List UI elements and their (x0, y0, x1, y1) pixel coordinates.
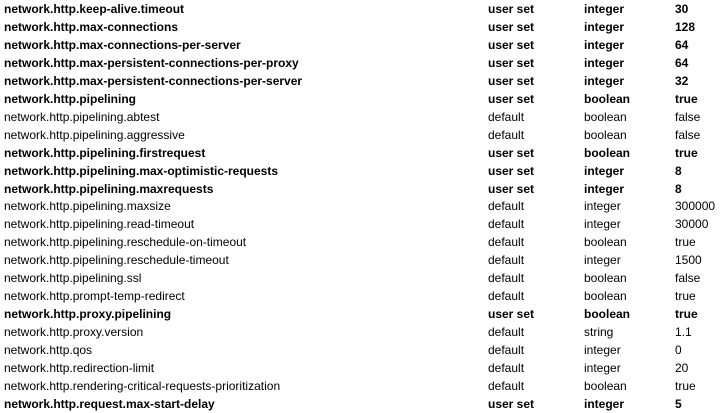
pref-type: integer (584, 343, 621, 358)
pref-status: user set (488, 397, 535, 412)
pref-type: boolean (584, 271, 627, 286)
pref-type: boolean (584, 127, 627, 142)
pref-status: default (488, 235, 525, 250)
pref-row[interactable] (0, 108, 722, 126)
pref-status: default (488, 379, 525, 394)
pref-value: false (675, 271, 701, 286)
pref-type: boolean (584, 289, 627, 304)
pref-name[interactable]: network.http.pipelining.max-optimistic-requests (4, 163, 279, 178)
pref-row[interactable] (0, 251, 722, 269)
pref-value: 0 (675, 343, 682, 358)
pref-row[interactable] (0, 269, 722, 287)
pref-status: default (488, 127, 525, 142)
pref-value: 1500 (675, 253, 702, 268)
pref-name[interactable]: network.http.pipelining.reschedule-on-timeout (4, 235, 247, 250)
pref-name[interactable]: network.http.max-connections (4, 19, 179, 34)
pref-row[interactable] (0, 72, 722, 90)
pref-status: user set (488, 55, 535, 70)
pref-status: default (488, 271, 525, 286)
pref-value: 8 (675, 163, 682, 178)
pref-type: integer (584, 199, 621, 214)
pref-value: 30 (675, 1, 689, 16)
pref-value: true (675, 379, 696, 394)
pref-status: default (488, 289, 525, 304)
pref-row[interactable] (0, 305, 722, 323)
pref-value: true (675, 307, 698, 322)
pref-row[interactable] (0, 90, 722, 108)
pref-value: 8 (675, 181, 682, 196)
pref-row[interactable] (0, 0, 722, 18)
pref-status: default (488, 343, 525, 358)
pref-status: default (488, 253, 525, 268)
pref-type: integer (584, 397, 625, 412)
pref-name[interactable]: network.http.max-persistent-connections-per-proxy (4, 55, 299, 70)
pref-row[interactable] (0, 54, 722, 72)
pref-row[interactable] (0, 359, 722, 377)
pref-type: boolean (584, 145, 631, 160)
pref-status: user set (488, 19, 535, 34)
pref-type: string (584, 325, 614, 340)
pref-value: 64 (675, 37, 689, 52)
pref-row[interactable] (0, 198, 722, 216)
pref-row[interactable] (0, 126, 722, 144)
pref-row[interactable] (0, 377, 722, 395)
pref-type: integer (584, 73, 625, 88)
pref-name[interactable]: network.http.request.max-start-delay (4, 397, 215, 412)
pref-type: integer (584, 19, 625, 34)
pref-type: boolean (584, 109, 627, 124)
pref-name[interactable]: network.http.rendering-critical-requests-prioritization (4, 379, 281, 394)
pref-type: boolean (584, 307, 631, 322)
pref-name[interactable]: network.http.pipelining.ssl (4, 271, 142, 286)
pref-type: integer (584, 253, 621, 268)
pref-type: boolean (584, 235, 627, 250)
pref-status: user set (488, 37, 535, 52)
pref-name[interactable]: network.http.prompt-temp-redirect (4, 289, 185, 304)
pref-value: true (675, 289, 696, 304)
pref-name[interactable]: network.http.pipelining.maxrequests (4, 181, 214, 196)
pref-value: 64 (675, 55, 689, 70)
pref-status: default (488, 325, 525, 340)
pref-row[interactable] (0, 323, 722, 341)
pref-status: user set (488, 307, 535, 322)
pref-name[interactable]: network.http.pipelining.reschedule-timeout (4, 253, 229, 268)
pref-type: boolean (584, 379, 627, 394)
pref-row[interactable] (0, 162, 722, 180)
pref-type: integer (584, 361, 621, 376)
pref-row[interactable] (0, 233, 722, 251)
pref-value: true (675, 145, 698, 160)
pref-value: 300000 (675, 199, 716, 214)
pref-value: 1.1 (675, 325, 692, 340)
pref-name[interactable]: network.http.redirection-limit (4, 361, 155, 376)
pref-name[interactable]: network.http.pipelining.firstrequest (4, 145, 206, 160)
pref-row[interactable] (0, 287, 722, 305)
pref-name[interactable]: network.http.pipelining.read-timeout (4, 217, 195, 232)
pref-status: default (488, 199, 525, 214)
pref-type: integer (584, 163, 625, 178)
pref-type: integer (584, 55, 625, 70)
pref-value: 30000 (675, 217, 709, 232)
pref-value: 5 (675, 397, 682, 412)
pref-type: integer (584, 217, 621, 232)
pref-name[interactable]: network.http.keep-alive.timeout (4, 1, 185, 16)
pref-row[interactable] (0, 144, 722, 162)
pref-name[interactable]: network.http.max-connections-per-server (4, 37, 241, 52)
pref-value: true (675, 235, 696, 250)
pref-value: 32 (675, 73, 689, 88)
pref-type: integer (584, 1, 625, 16)
pref-type: integer (584, 181, 625, 196)
pref-type: integer (584, 37, 625, 52)
pref-status: default (488, 361, 525, 376)
pref-name[interactable]: network.http.qos (4, 343, 93, 358)
pref-row[interactable] (0, 36, 722, 54)
pref-row[interactable] (0, 180, 722, 198)
pref-status: user set (488, 145, 535, 160)
pref-status: default (488, 109, 525, 124)
pref-name[interactable]: network.http.pipelining (4, 91, 136, 106)
pref-status: user set (488, 181, 535, 196)
pref-name[interactable]: network.http.proxy.version (4, 325, 144, 340)
pref-status: user set (488, 1, 535, 16)
pref-name[interactable]: network.http.pipelining.aggressive (4, 127, 185, 142)
pref-name[interactable]: network.http.proxy.pipelining (4, 307, 172, 322)
pref-name[interactable]: network.http.max-persistent-connections-per-server (4, 73, 303, 88)
pref-status: default (488, 217, 525, 232)
pref-type: boolean (584, 91, 631, 106)
pref-row[interactable] (0, 215, 722, 233)
pref-row[interactable] (0, 341, 722, 359)
pref-name[interactable]: network.http.pipelining.maxsize (4, 199, 171, 214)
pref-status: user set (488, 91, 535, 106)
pref-row[interactable] (0, 395, 722, 413)
pref-value: 20 (675, 361, 689, 376)
pref-row[interactable] (0, 18, 722, 36)
pref-value: true (675, 91, 698, 106)
pref-value: 128 (675, 19, 696, 34)
pref-status: user set (488, 163, 535, 178)
pref-value: false (675, 127, 701, 142)
pref-status: user set (488, 73, 535, 88)
pref-value: false (675, 109, 701, 124)
pref-name[interactable]: network.http.pipelining.abtest (4, 109, 160, 124)
